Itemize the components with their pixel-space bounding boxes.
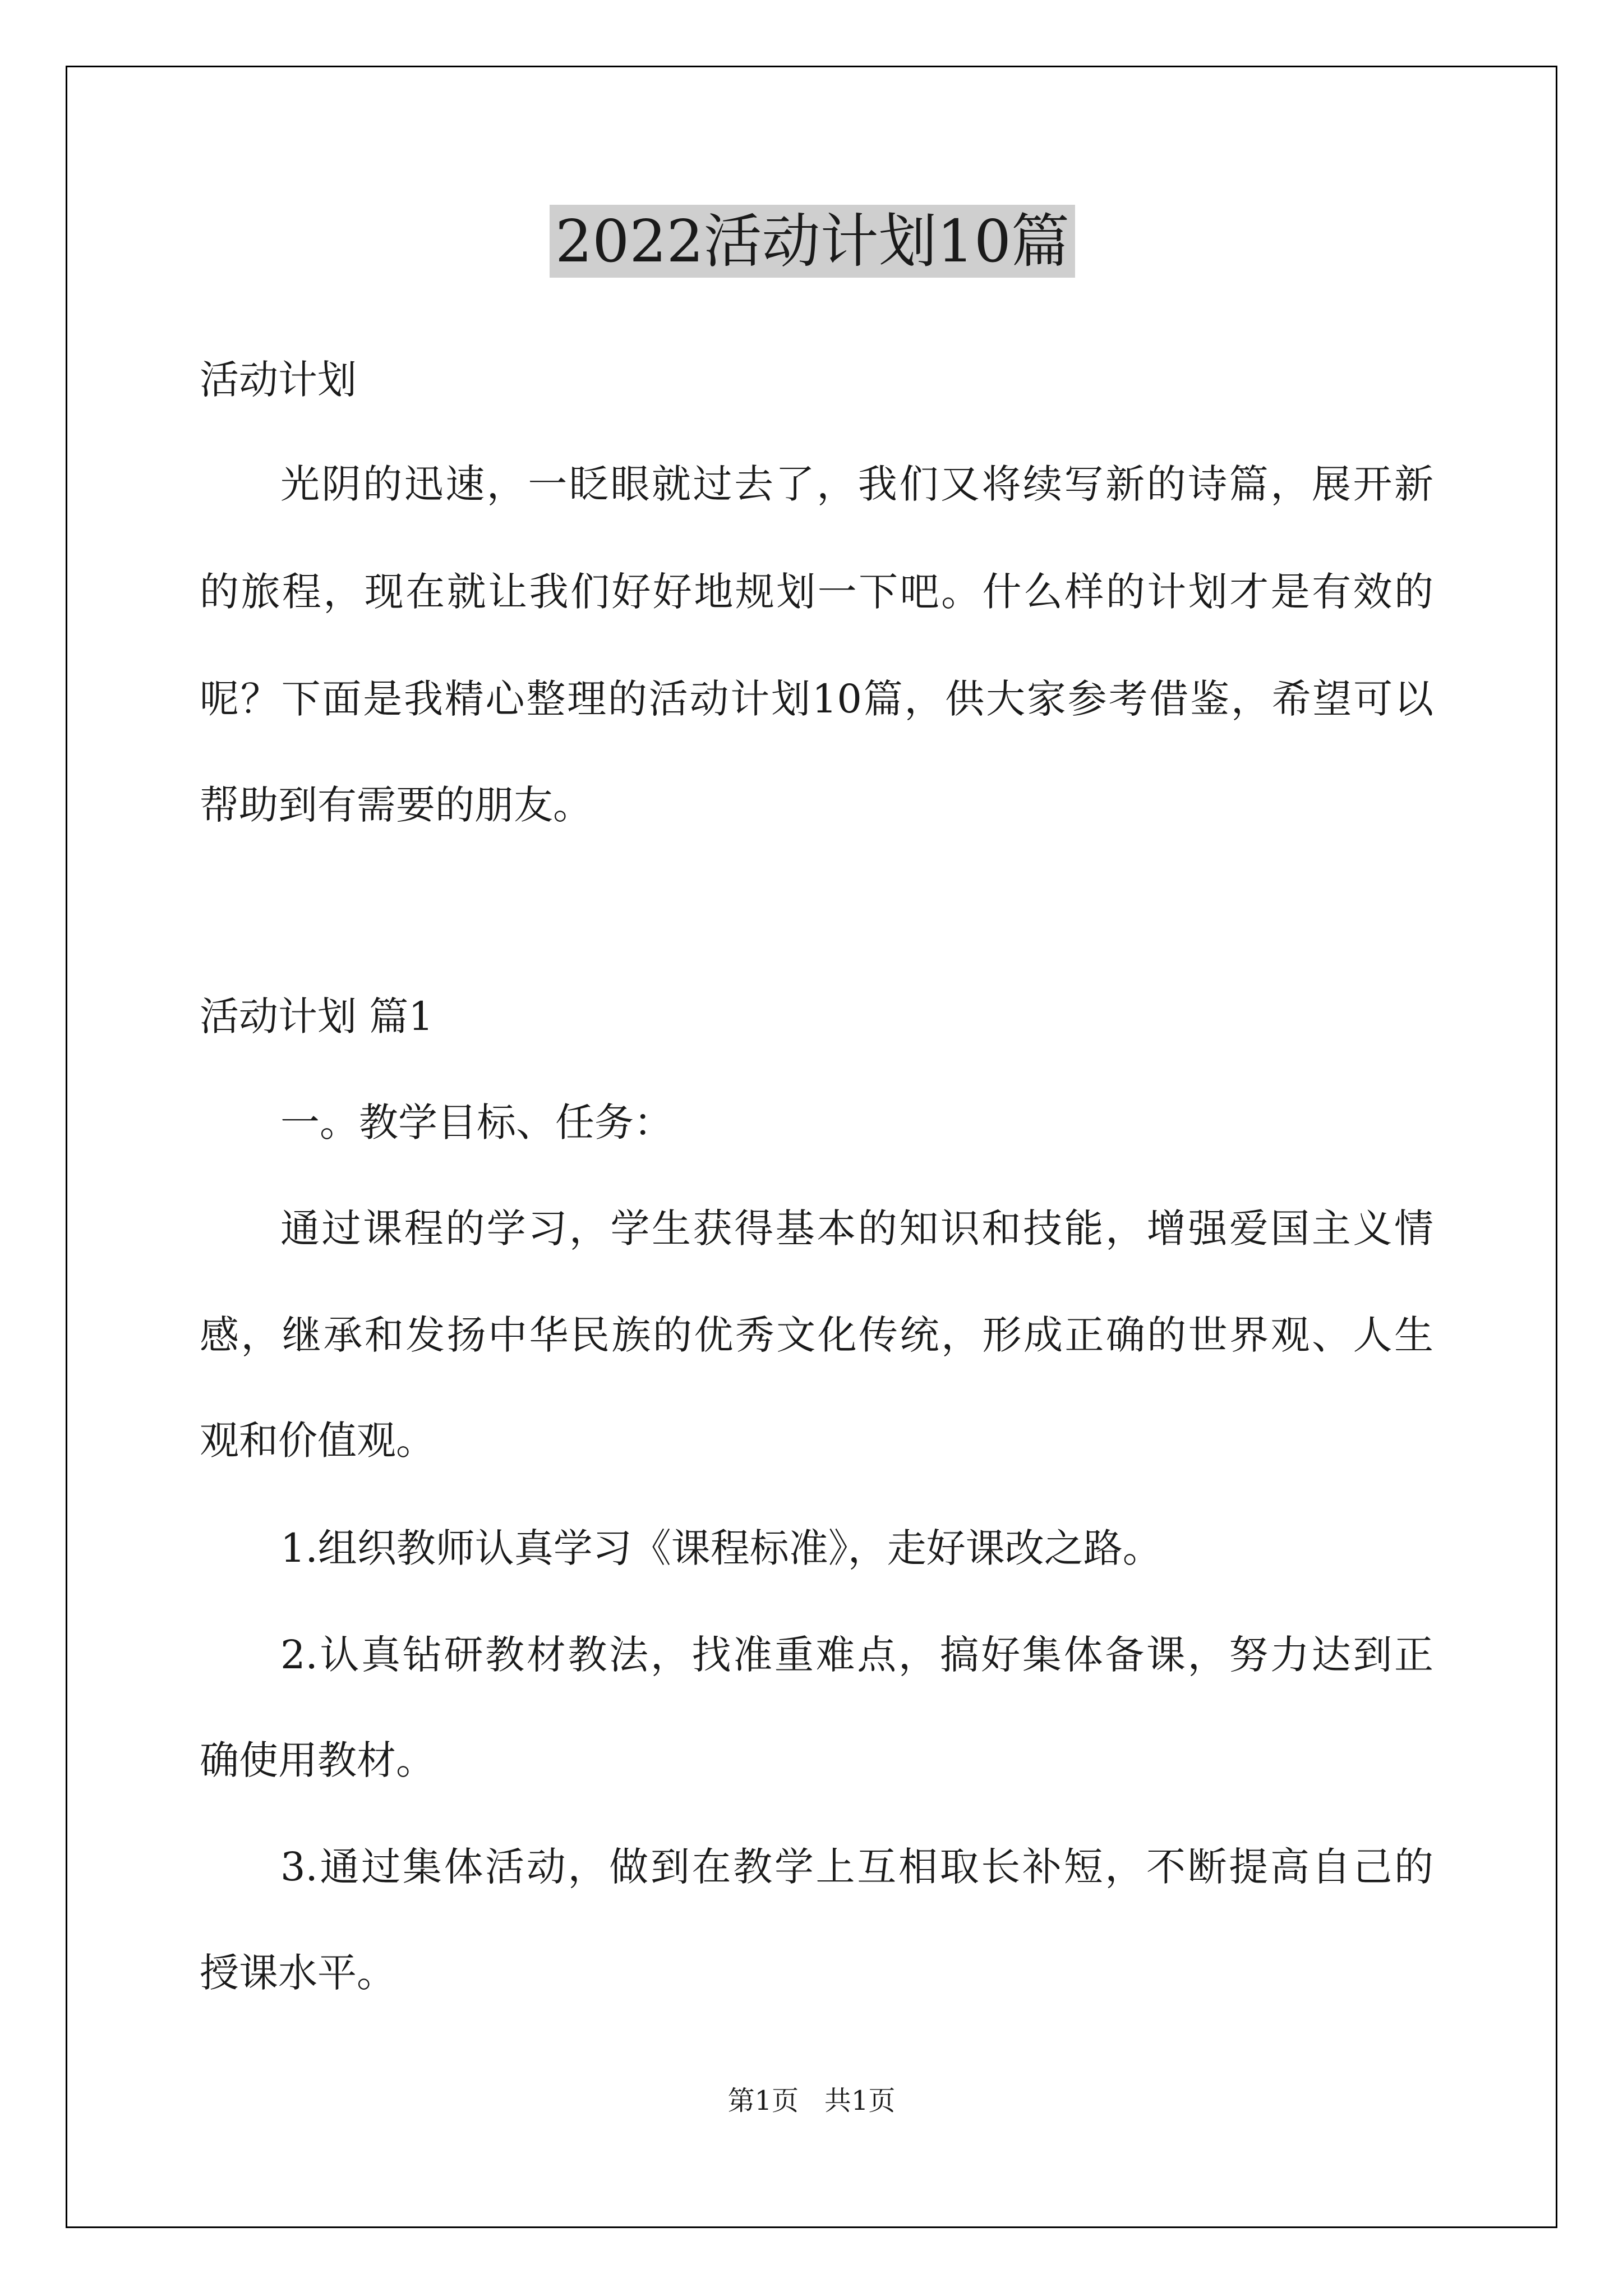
- paragraph-line: 呢？下面是我精心整理的活动计划10篇，供大家参考借鉴，希望可以: [200, 676, 1433, 722]
- list-item: 1.组织教师认真学习《课程标准》，走好课改之路。: [280, 1525, 1162, 1571]
- paragraph-line: 光阴的迅速，一眨眼就过去了，我们又将续写新的诗篇，展开新: [280, 461, 1433, 507]
- article-heading: 活动计划 篇1: [200, 993, 434, 1039]
- document-title: 2022活动计划10篇: [550, 205, 1075, 278]
- list-item-continuation: 确使用教材。: [200, 1737, 435, 1783]
- page-footer: 第1页 共1页: [727, 2085, 896, 2116]
- paragraph-line: 感，继承和发扬中华民族的优秀文化传统，形成正确的世界观、人生: [200, 1312, 1433, 1358]
- paragraph-line: 观和价值观。: [200, 1418, 435, 1464]
- list-item: 2.认真钻研教材教法，找准重难点，搞好集体备课，努力达到正: [280, 1632, 1433, 1678]
- section-heading: 活动计划: [200, 357, 357, 403]
- paragraph-line: 帮助到有需要的朋友。: [200, 782, 592, 828]
- paragraph-line: 通过课程的学习，学生获得基本的知识和技能，增强爱国主义情: [280, 1205, 1433, 1251]
- paragraph-line: 的旅程，现在就让我们好好地规划一下吧。什么样的计划才是有效的: [200, 569, 1433, 615]
- list-item-continuation: 授课水平。: [200, 1950, 396, 1996]
- list-item: 3.通过集体活动，做到在教学上互相取长补短，不断提高自己的: [280, 1844, 1433, 1890]
- subheading: 一。教学目标、任务：: [280, 1099, 673, 1145]
